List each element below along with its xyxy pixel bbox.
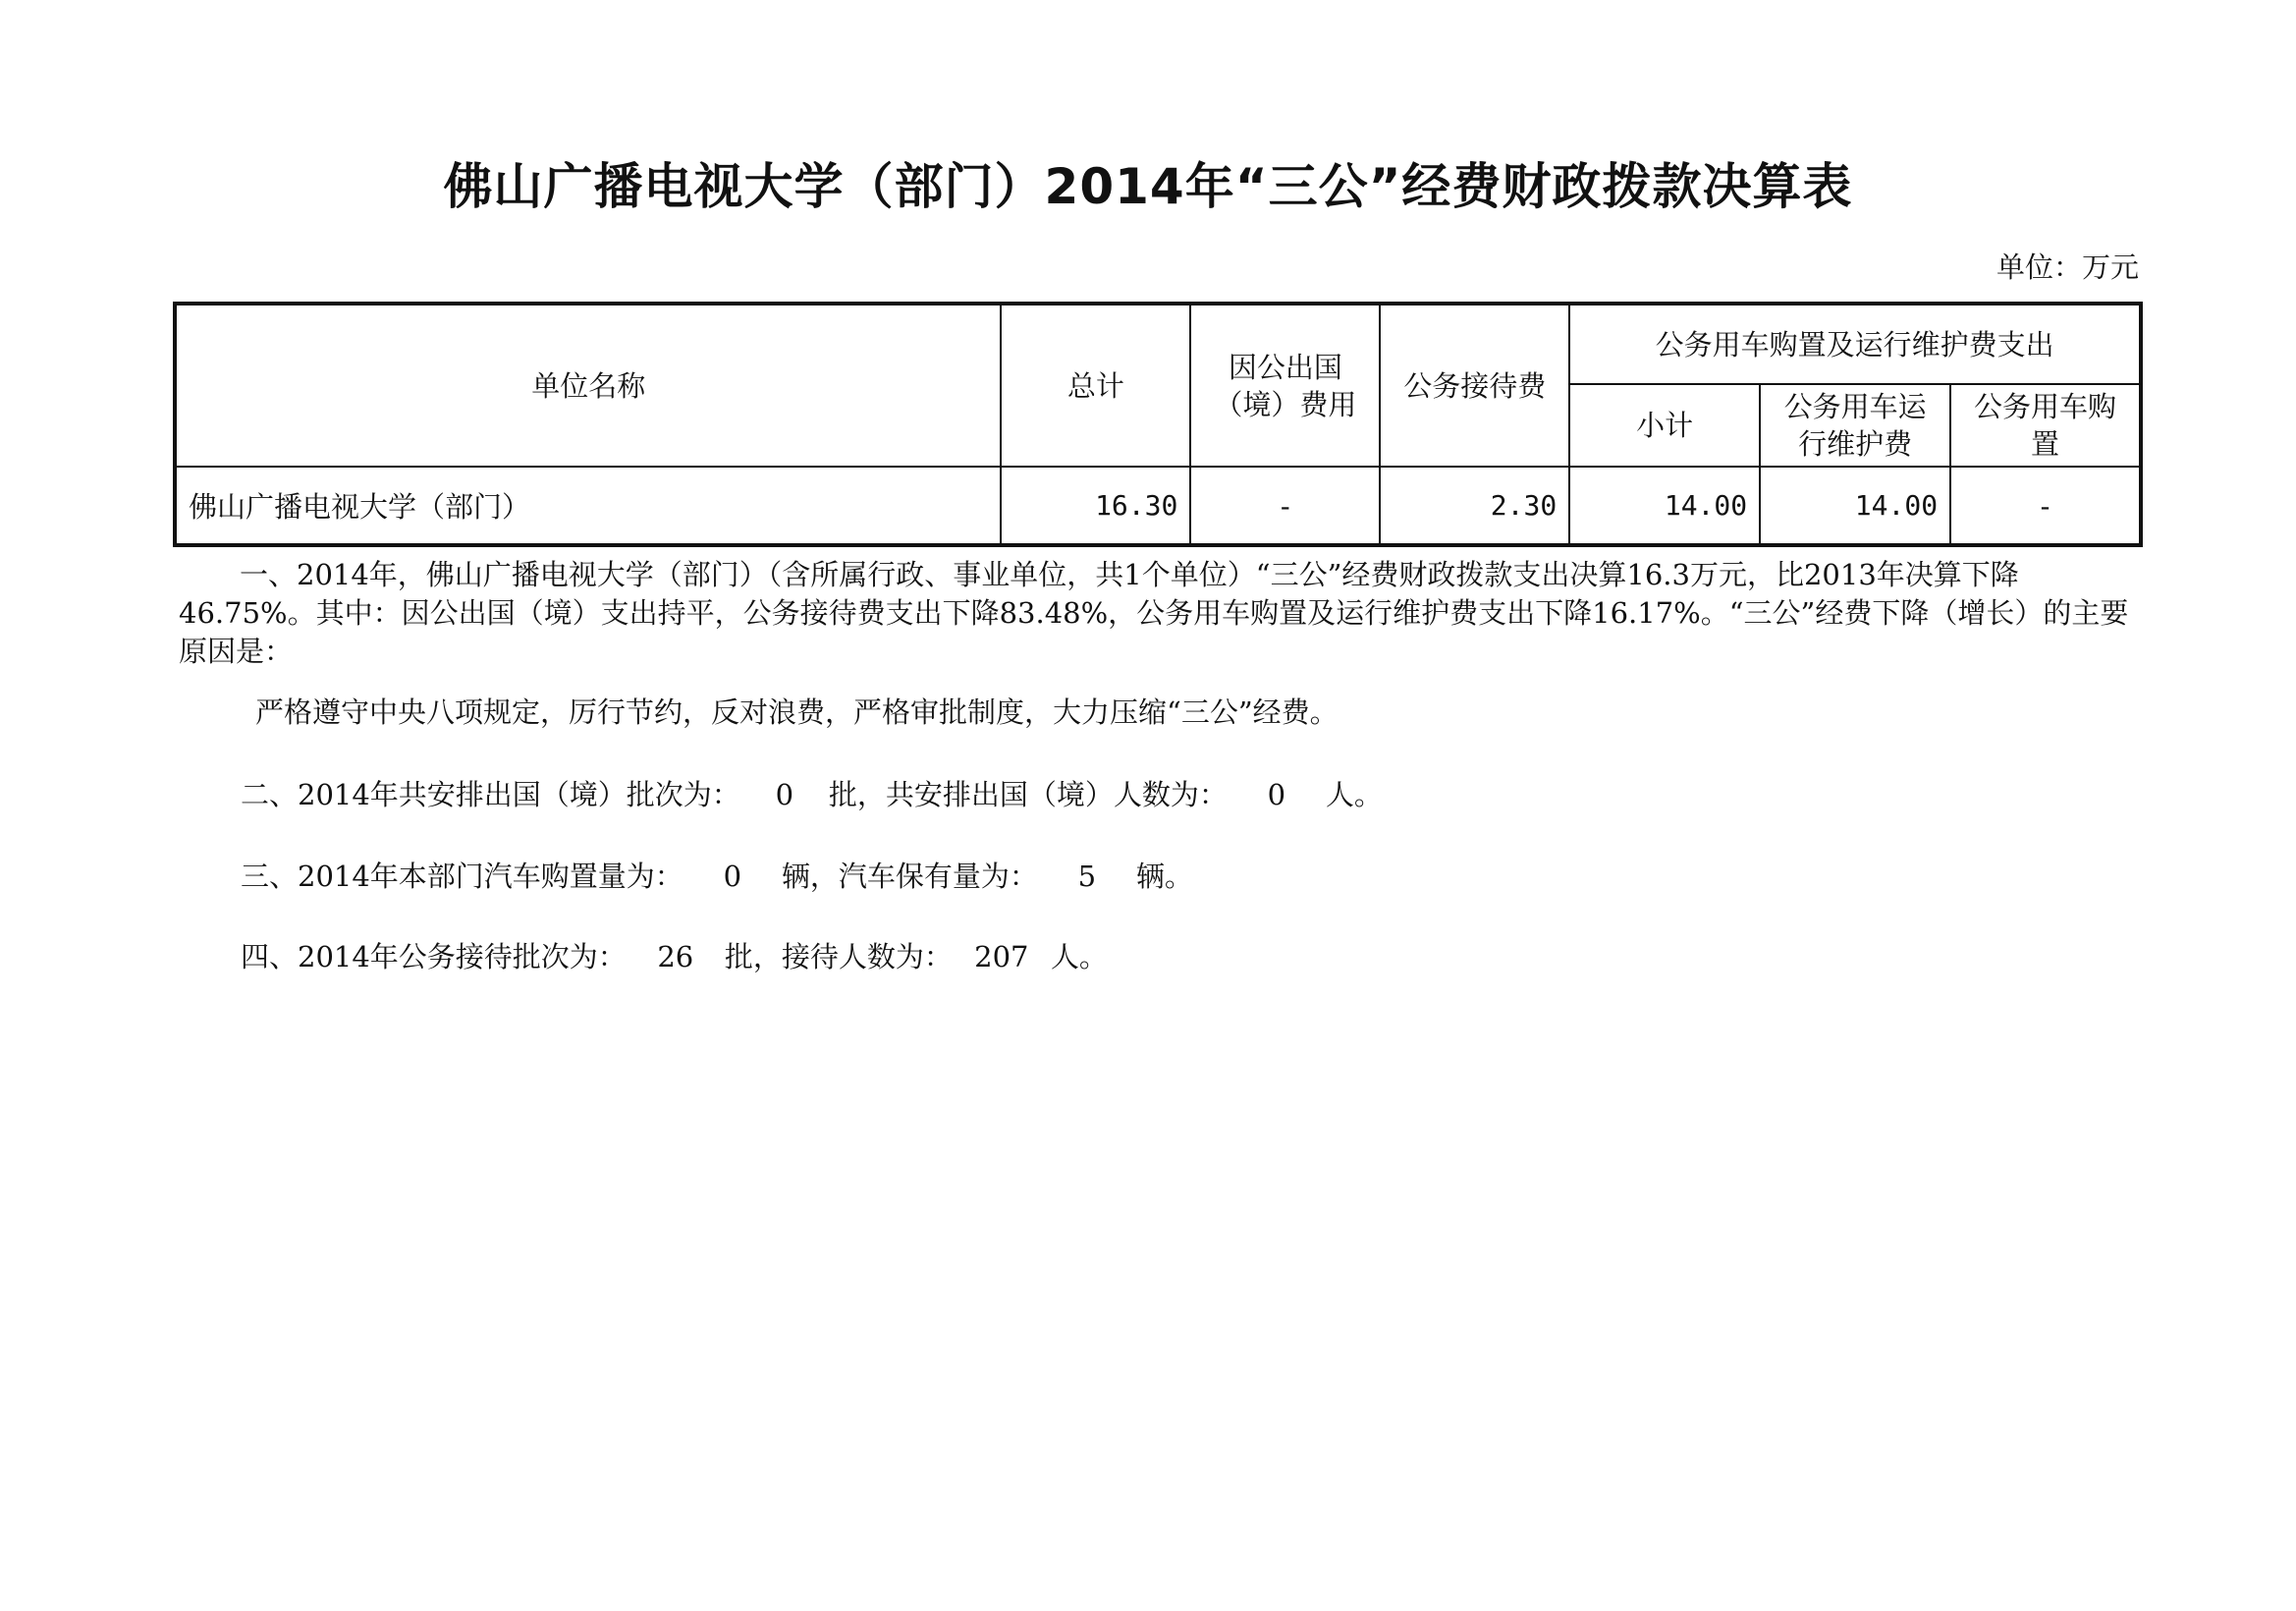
note-3-text-b: 批，共安排出国（境）人数为： — [828, 778, 1228, 811]
cell-vehicle-buy: - — [1950, 467, 2141, 545]
cell-subtotal: 14.00 — [1569, 467, 1760, 545]
note-4-text-c: 辆。 — [1135, 860, 1193, 893]
note-5-value-batches: 26 — [657, 940, 694, 973]
document-title: 佛山广播电视大学（部门）2014年“三公”经费财政拨款决算表 — [443, 158, 1853, 215]
note-paragraph-5 — [241, 938, 2195, 976]
expense-table — [173, 302, 2143, 547]
note-5-text-a: 四、2014年公务接待批次为： — [241, 940, 627, 973]
note-4-text-b: 辆，汽车保有量为： — [781, 860, 1038, 893]
cell-unit-name: 佛山广播电视大学（部门） — [175, 467, 1001, 545]
note-3-text-c: 人。 — [1325, 778, 1383, 811]
header-reception: 公务接待费 — [1380, 304, 1569, 467]
note-5-value-people: 207 — [974, 940, 1029, 973]
header-vehicle-run: 公务用车运行维护费 — [1760, 384, 1950, 467]
header-abroad: 因公出国（境）费用 — [1190, 304, 1380, 467]
header-subtotal: 小计 — [1569, 384, 1760, 467]
note-paragraph-2: 严格遵守中央八项规定，厉行节约，反对浪费，严格审批制度，大力压缩“三公”经费。 — [255, 695, 1339, 729]
header-vehicle-buy: 公务用车购置 — [1950, 384, 2141, 467]
note-5-text-b: 批，接待人数为： — [724, 940, 953, 973]
cell-abroad: - — [1190, 467, 1380, 545]
note-5-text-c: 人。 — [1050, 940, 1108, 973]
cell-vehicle-run: 14.00 — [1760, 467, 1950, 545]
note-4-value-owned: 5 — [1077, 860, 1097, 893]
header-vehicle-group: 公务用车购置及运行维护费支出 — [1569, 304, 2141, 384]
note-3-text-a: 二、2014年共安排出国（境）批次为： — [241, 778, 740, 811]
cell-reception: 2.30 — [1380, 467, 1569, 545]
note-3-value-people: 0 — [1267, 778, 1286, 811]
note-paragraph-3 — [241, 776, 2195, 814]
table-row — [175, 467, 2141, 545]
note-paragraph-4 — [241, 858, 2195, 896]
note-3-value-batches: 0 — [775, 778, 794, 811]
table-header-row — [175, 304, 2141, 384]
note-paragraph-1: 一、2014年，佛山广播电视大学（部门）（含所属行政、事业单位，共1个单位）“三公”经费财政拨款支出决算16.3万元，比2013年决算下降46.75%。其中：因公出国（境）支出持平，公务接待费支出下降83.48%，公务用车购置及运行维护费支出下降16.17%。“三公”经费下降（增长）的主要原因是： — [179, 558, 2129, 668]
note-4-value-purchased: 0 — [723, 860, 742, 893]
cell-total: 16.30 — [1001, 467, 1190, 545]
unit-label: 单位：万元 — [1995, 250, 2139, 284]
header-unit-name: 单位名称 — [175, 304, 1001, 467]
header-total: 总计 — [1001, 304, 1190, 467]
note-4-text-a: 三、2014年本部门汽车购置量为： — [241, 860, 683, 893]
